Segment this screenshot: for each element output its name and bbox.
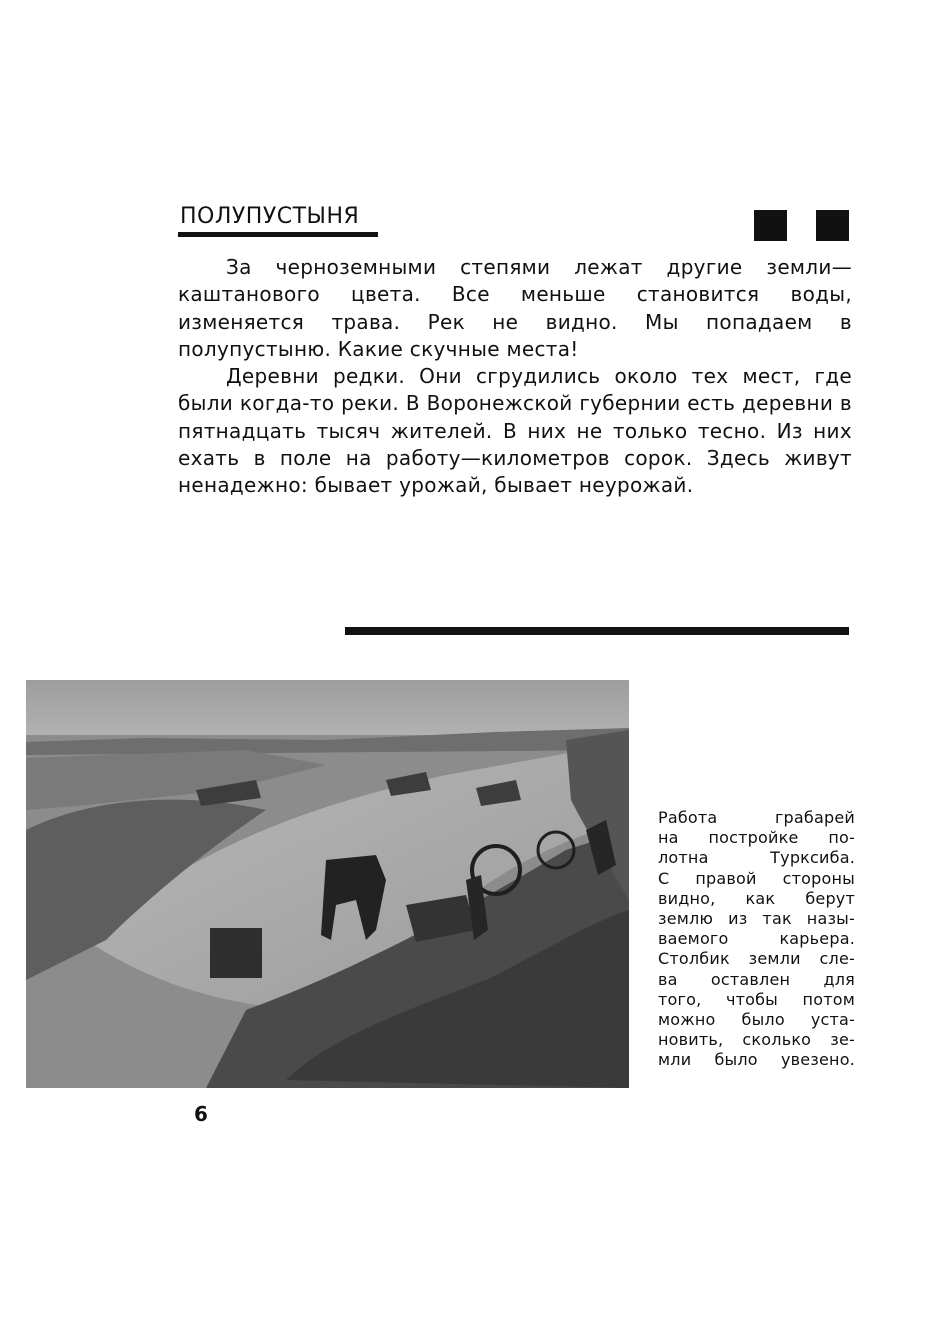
section-divider [345, 627, 849, 635]
caption-line: того, чтобы потом [658, 989, 855, 1009]
caption-line: на постройке по- [658, 828, 855, 848]
decorative-square-left [754, 210, 787, 241]
paragraph-2: Деревни редки. Они сгрудились около тех мест, где были когда-то реки. В Воронежской губернии есть деревни в пятнадцать тысяч жителей. В них не только тесно. Из них ехать в поле на работу—километров сорок. Здесь живут ненадежно: бывает урожай, бывает неурожай. [178, 364, 852, 498]
caption-line: С правой стороны [658, 868, 855, 888]
page-number: 6 [194, 1102, 208, 1126]
photo-caption [658, 808, 855, 1071]
paragraph-1: За черноземными степями лежат другие земли— каштанового цвета. Все меньше становится воды, изменяется трава. Рек не видно. Мы попадаем в полупустыню. Какие скучные места! [178, 255, 852, 361]
caption-line: Столбик земли сле- [658, 949, 855, 969]
photo-earth-column [210, 928, 262, 978]
decorative-square-right [816, 210, 849, 241]
caption-line: лотна Турксиба. [658, 848, 855, 868]
body-text [178, 254, 852, 500]
caption-line: можно было уста- [658, 1010, 855, 1030]
caption-line: Работа грабарей [658, 808, 855, 827]
caption-line: ва оставлен для [658, 969, 855, 989]
heading-underline [178, 232, 378, 237]
excavation-photo [26, 680, 629, 1088]
caption-line: мли было увезено. [658, 1050, 855, 1070]
caption-line: землю из так назы- [658, 909, 855, 929]
section-heading: ПОЛУПУСТЫНЯ [180, 204, 360, 229]
caption-line: видно, как берут [658, 888, 855, 908]
caption-line: новить, сколько зе- [658, 1030, 855, 1050]
caption-line: ваемого карьера. [658, 929, 855, 949]
